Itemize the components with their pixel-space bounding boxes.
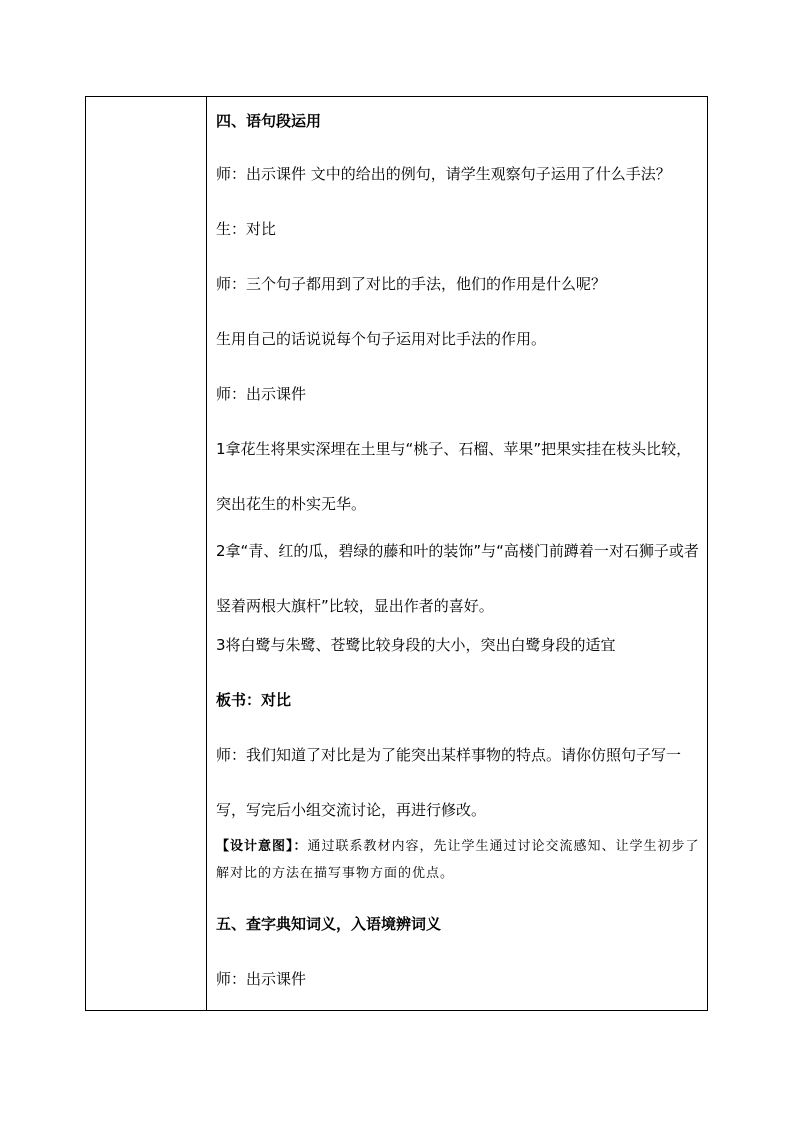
comparison-point-2: 2拿“青、红的瓜，碧绿的藤和叶的装饰”与“高楼门前蹲着一对石狮子或者竖着两根大旗杆”比较，显出作者的喜好。	[216, 542, 699, 615]
design-intent-label: 【设计意图】：	[216, 839, 308, 854]
student-line-1: 生：对比	[216, 220, 277, 238]
design-intent	[216, 833, 702, 887]
content-column	[207, 97, 707, 1010]
section-four-heading: 四、语句段运用	[216, 112, 322, 130]
section-five-teacher-line-1: 师：出示课件	[216, 970, 307, 988]
comparison-point-1: 1拿花生将果实深埋在土里与“桃子、石榴、苹果”把果实挂在枝头比较，突出花生的朴实无华。	[216, 440, 692, 513]
teacher-line-1: 师：出示课件 文中的给出的例句，请学生观察句子运用了什么手法？	[216, 165, 671, 183]
teacher-line-2: 师：三个句子都用到了对比的手法，他们的作用是什么呢？	[216, 275, 607, 293]
left-column	[86, 97, 207, 1010]
section-five-heading: 五、查字典知词义，入语境辨词义	[216, 915, 442, 933]
comparison-point-3: 3将白鹭与朱鹭、苍鹭比较身段的大小，突出白鹭身段的适宜	[216, 636, 616, 654]
board-note: 板书：对比	[216, 691, 292, 709]
lesson-table	[85, 96, 708, 1011]
teacher-line-4: 师：我们知道了对比是为了能突出某样事物的特点。请你仿照句子写一写，写完后小组交流讨论，再进行修改。	[216, 746, 682, 819]
student-line-2: 生用自己的话说说每个句子运用对比手法的作用。	[216, 330, 547, 348]
design-intent-text: 通过联系教材内容，先让学生通过讨论交流感知、让学生初步了解对比的方法在描写事物方面的优点。	[216, 839, 700, 881]
teacher-line-3: 师：出示课件	[216, 385, 307, 403]
